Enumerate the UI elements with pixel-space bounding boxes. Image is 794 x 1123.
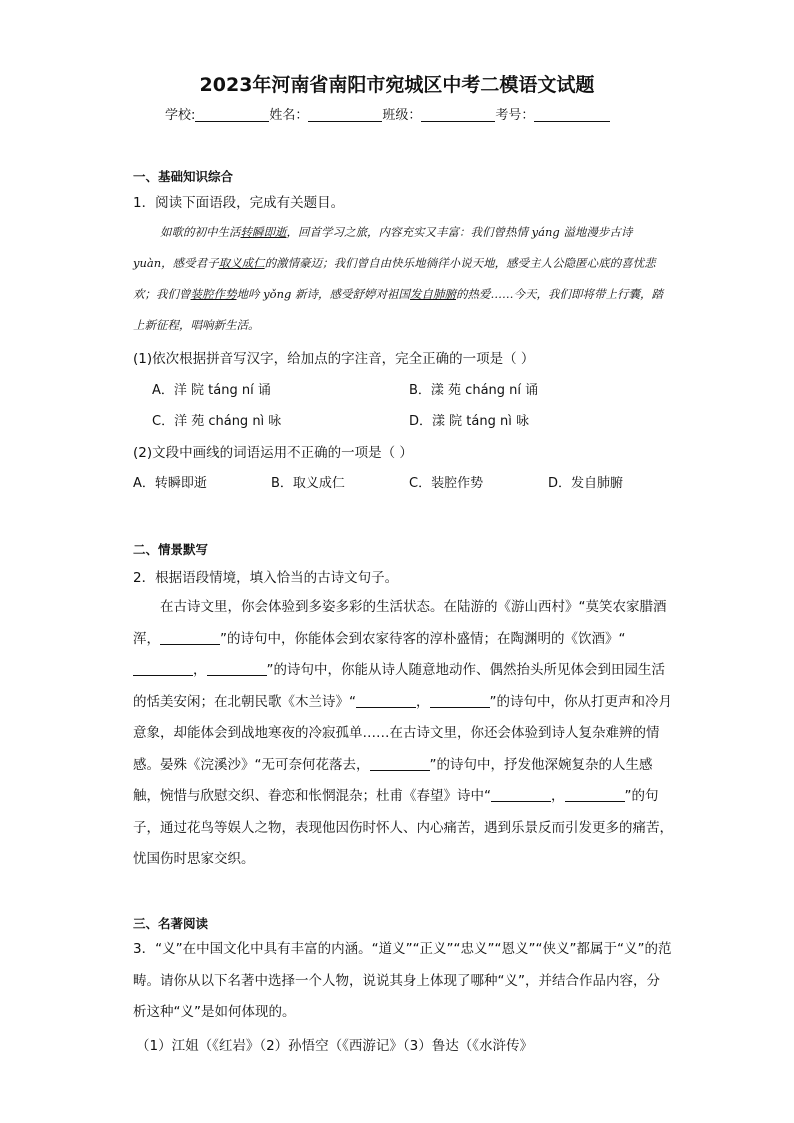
passage-text: ， [416,693,430,710]
passage-text: 在古诗文里，你会体验到多姿多彩的生活状态。在陆游的《游山西村》“莫笑农家腊酒浑， [133,599,667,647]
answer-blank[interactable] [491,787,551,802]
option-2b: B．取义成仁 [271,476,345,491]
passage-text: 的热爱……今天，我们即将带上行囊，踏上新征程，唱响新生活。 [133,287,663,332]
passage-text: ，回首学习之旅，内容充实又丰富：我们曾热情 yáng 溢地漫步古诗 yuàn，感受君子 [133,225,633,270]
question-2-passage [133,592,673,876]
school-label: 学校: [165,108,196,123]
passage-text: ”的诗句中，你能从诗人随意地动作、偶然抬头所见体会到田园生活的恬美安闲；在北朝民歌《木兰诗》“ [133,662,665,710]
name-blank [308,107,382,122]
option-2c: C．装腔作势 [409,476,484,491]
class-label: 班级： [382,108,422,123]
passage-text: ”的诗句中，你能体会到农家待客的淳朴盛情；在陶渊明的《饮酒》“ [220,630,626,647]
passage-text: ”的句子，通过花鸟等娱人之物，表现他因伤时怀人、内心痛苦，遇到乐景反而引发更多的痛苦，忧国伤时思家交织。 [133,788,673,867]
answer-blank[interactable] [370,756,430,771]
passage-text: 如歌的初中生活 [160,225,241,239]
section-heading-3: 三、名著阅读 [133,916,209,931]
passage-text: 地吟 yǒng 新诗，感受舒婷对祖国 [236,287,410,301]
passage-text: ”的诗句中，抒发他深婉复杂的人生感触，惋惜与欣慰交织、眷恋和怅惘混杂；杜甫《春望》诗中“ [133,756,653,804]
passage-text: ”的诗句中，你从打更声和冷月意象，却能体会到战地寒夜的冷寂孤单……在古诗文里，你还会体验到诗人复杂难辨的情感。晏殊《浣溪沙》“无可奈何花落去， [133,693,672,773]
exam-no-blank [534,107,610,122]
answer-blank[interactable] [160,630,220,645]
passage-text: 的激情豪迈；我们曾自由快乐地徜徉小说天地，感受主人公隐匿心底的喜忧悲欢；我们曾 [133,256,656,301]
passage-text: ， [551,788,565,804]
school-blank [195,107,269,122]
exam-title: 2023年河南省南阳市宛城区中考二模语文试题 [199,74,595,96]
answer-blank[interactable] [133,661,193,676]
exam-no-label: 考号： [495,108,535,123]
question-1-sub-1: (1)依次根据拼音写汉字，给加点的字注音，完全正确的一项是（ ） [133,351,535,367]
option-1d: D．漾 院 táng nì 咏 [409,414,529,429]
option-1b: B．漾 苑 cháng ní 诵 [409,383,539,398]
section-heading-2: 二、情景默写 [133,542,209,557]
underlined-phrase: 装腔作势 [190,287,237,301]
section-heading-1: 一、基础知识综合 [133,169,234,184]
name-label: 姓名： [269,108,309,123]
underlined-phrase: 转瞬即逝 [240,225,287,239]
option-1a: A．洋 院 táng ní 诵 [152,383,271,398]
question-1-stem: 1．阅读下面语段，完成有关题目。 [133,195,345,211]
question-3-choices: （1）江姐（《红岩》（2）孙悟空（《西游记》（3）鲁达（《水浒传》 [136,1038,534,1054]
question-3-stem: 3．“义”在中国文化中具有丰富的内涵。“道义”“正义”“忠义”“恩义”“侠义”都属于“义”的范畴。请你从以下名著中选择一个人物，说说其身上体现了哪种“义”，并结合作品内容，分析这种“义”是如何体现的。 [133,941,672,1020]
passage-text: ， [193,662,207,678]
answer-blank[interactable] [430,693,490,708]
answer-blank[interactable] [565,787,625,802]
question-1-passage [133,217,668,341]
answer-blank[interactable] [356,693,416,708]
student-info-line [165,104,610,123]
underlined-phrase: 发自肺腑 [410,287,456,301]
option-1c: C．洋 苑 cháng nì 咏 [152,414,282,429]
underlined-phrase: 取义成仁 [218,256,265,270]
question-2-stem: 2．根据语段情境，填入恰当的古诗文句子。 [133,570,399,586]
option-2a: A．转瞬即逝 [133,476,207,491]
answer-blank[interactable] [207,661,267,676]
question-1-sub-2: (2)文段中画线的词语运用不正确的一项是（ ） [133,445,413,461]
option-2d: D．发自肺腑 [548,476,624,491]
class-blank [421,107,495,122]
